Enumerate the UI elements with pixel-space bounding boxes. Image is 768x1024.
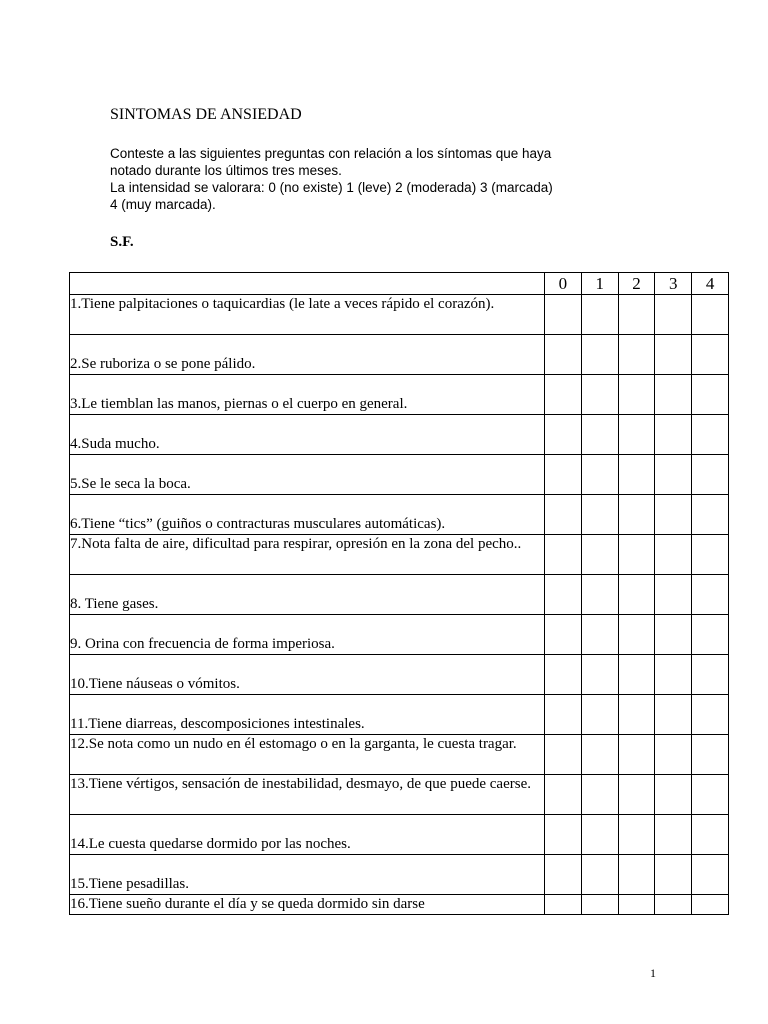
answer-cell-0[interactable] — [545, 815, 582, 855]
answer-cell-1[interactable] — [581, 895, 618, 915]
answer-cell-2[interactable] — [618, 415, 655, 455]
table-row — [70, 895, 729, 915]
answer-cell-3[interactable] — [655, 575, 692, 615]
answer-cell-4[interactable] — [692, 415, 729, 455]
answer-cell-3[interactable] — [655, 415, 692, 455]
table-row — [70, 855, 729, 895]
answer-cell-1[interactable] — [581, 335, 618, 375]
score-header-3: 3 — [655, 273, 692, 295]
score-header-4: 4 — [692, 273, 729, 295]
answer-cell-2[interactable] — [618, 735, 655, 775]
answer-cell-0[interactable] — [545, 735, 582, 775]
instructions — [110, 145, 670, 213]
answer-cell-2[interactable] — [618, 335, 655, 375]
answer-cell-4[interactable] — [692, 495, 729, 535]
question-text: 10.Tiene náuseas o vómitos. — [70, 655, 545, 695]
table-row — [70, 415, 729, 455]
answer-cell-3[interactable] — [655, 615, 692, 655]
answer-cell-3[interactable] — [655, 815, 692, 855]
answer-cell-1[interactable] — [581, 375, 618, 415]
answer-cell-4[interactable] — [692, 775, 729, 815]
header-row — [70, 273, 729, 295]
question-text: 13.Tiene vértigos, sensación de inestabilidad, desmayo, de que puede caerse. — [70, 775, 545, 815]
answer-cell-1[interactable] — [581, 815, 618, 855]
question-text: 1.Tiene palpitaciones o taquicardias (le late a veces rápido el corazón). — [70, 295, 545, 335]
answer-cell-4[interactable] — [692, 295, 729, 335]
answer-cell-2[interactable] — [618, 495, 655, 535]
table-row — [70, 295, 729, 335]
table-row — [70, 615, 729, 655]
answer-cell-2[interactable] — [618, 895, 655, 915]
answer-cell-3[interactable] — [655, 895, 692, 915]
answer-cell-2[interactable] — [618, 455, 655, 495]
answer-cell-1[interactable] — [581, 735, 618, 775]
answer-cell-1[interactable] — [581, 295, 618, 335]
table-row — [70, 655, 729, 695]
question-text: 15.Tiene pesadillas. — [70, 855, 545, 895]
score-header-2: 2 — [618, 273, 655, 295]
answer-cell-3[interactable] — [655, 775, 692, 815]
answer-cell-2[interactable] — [618, 375, 655, 415]
question-text: 8. Tiene gases. — [70, 575, 545, 615]
score-header-0: 0 — [545, 273, 582, 295]
answer-cell-2[interactable] — [618, 535, 655, 575]
question-text: 12.Se nota como un nudo en él estomago o en la garganta, le cuesta tragar. — [70, 735, 545, 775]
answer-cell-0[interactable] — [545, 415, 582, 455]
header-empty-cell — [70, 273, 545, 295]
answer-cell-0[interactable] — [545, 455, 582, 495]
symptom-rating-table — [69, 272, 729, 915]
answer-cell-1[interactable] — [581, 655, 618, 695]
answer-cell-4[interactable] — [692, 535, 729, 575]
answer-cell-2[interactable] — [618, 655, 655, 695]
answer-cell-2[interactable] — [618, 855, 655, 895]
instructions-line: La intensidad se valorara: 0 (no existe) 1 (leve) 2 (moderada) 3 (marcada) — [110, 180, 553, 195]
answer-cell-3[interactable] — [655, 295, 692, 335]
answer-cell-1[interactable] — [581, 575, 618, 615]
page-title: SINTOMAS DE ANSIEDAD — [110, 106, 302, 123]
answer-cell-2[interactable] — [618, 815, 655, 855]
answer-cell-3[interactable] — [655, 535, 692, 575]
answer-cell-3[interactable] — [655, 855, 692, 895]
page-number: 1 — [650, 966, 656, 980]
instructions-line: notado durante los últimos tres meses. — [110, 163, 342, 178]
answer-cell-0[interactable] — [545, 535, 582, 575]
answer-cell-1[interactable] — [581, 455, 618, 495]
question-text: 5.Se le seca la boca. — [70, 455, 545, 495]
answer-cell-1[interactable] — [581, 495, 618, 535]
answer-cell-0[interactable] — [545, 335, 582, 375]
answer-cell-3[interactable] — [655, 655, 692, 695]
question-text: 11.Tiene diarreas, descomposiciones intestinales. — [70, 695, 545, 735]
answer-cell-2[interactable] — [618, 615, 655, 655]
instructions-line: 4 (muy marcada). — [110, 197, 216, 212]
answer-cell-2[interactable] — [618, 695, 655, 735]
answer-cell-3[interactable] — [655, 735, 692, 775]
answer-cell-4[interactable] — [692, 455, 729, 495]
table-body — [70, 273, 729, 915]
table-row — [70, 695, 729, 735]
answer-cell-1[interactable] — [581, 415, 618, 455]
question-text: 4.Suda mucho. — [70, 415, 545, 455]
table-row — [70, 775, 729, 815]
table-row — [70, 375, 729, 415]
answer-cell-1[interactable] — [581, 775, 618, 815]
table-row — [70, 575, 729, 615]
question-text: 14.Le cuesta quedarse dormido por las noches. — [70, 815, 545, 855]
answer-cell-2[interactable] — [618, 775, 655, 815]
answer-cell-4[interactable] — [692, 735, 729, 775]
answer-cell-2[interactable] — [618, 295, 655, 335]
answer-cell-3[interactable] — [655, 335, 692, 375]
answer-cell-4[interactable] — [692, 335, 729, 375]
answer-cell-0[interactable] — [545, 895, 582, 915]
answer-cell-1[interactable] — [581, 615, 618, 655]
question-text: 3.Le tiemblan las manos, piernas o el cuerpo en general. — [70, 375, 545, 415]
answer-cell-4[interactable] — [692, 575, 729, 615]
answer-cell-4[interactable] — [692, 375, 729, 415]
answer-cell-4[interactable] — [692, 815, 729, 855]
answer-cell-0[interactable] — [545, 495, 582, 535]
answer-cell-0[interactable] — [545, 375, 582, 415]
answer-cell-1[interactable] — [581, 695, 618, 735]
answer-cell-3[interactable] — [655, 455, 692, 495]
section-subtitle: S.F. — [110, 234, 134, 250]
score-header-1: 1 — [581, 273, 618, 295]
answer-cell-4[interactable] — [692, 615, 729, 655]
answer-cell-3[interactable] — [655, 375, 692, 415]
instructions-line: Conteste a las siguientes preguntas con relación a los síntomas que haya — [110, 146, 552, 161]
table-row — [70, 535, 729, 575]
question-text: 16.Tiene sueño durante el día y se queda dormido sin darse — [70, 895, 545, 915]
question-text: 2.Se ruboriza o se pone pálido. — [70, 335, 545, 375]
table-row — [70, 735, 729, 775]
answer-cell-2[interactable] — [618, 575, 655, 615]
answer-cell-4[interactable] — [692, 695, 729, 735]
answer-cell-3[interactable] — [655, 495, 692, 535]
answer-cell-0[interactable] — [545, 295, 582, 335]
answer-cell-0[interactable] — [545, 775, 582, 815]
answer-cell-0[interactable] — [545, 655, 582, 695]
answer-cell-0[interactable] — [545, 695, 582, 735]
answer-cell-1[interactable] — [581, 855, 618, 895]
table-row — [70, 455, 729, 495]
table-row — [70, 815, 729, 855]
question-text: 7.Nota falta de aire, dificultad para respirar, opresión en la zona del pecho.. — [70, 535, 545, 575]
answer-cell-4[interactable] — [692, 855, 729, 895]
answer-cell-0[interactable] — [545, 855, 582, 895]
answer-cell-3[interactable] — [655, 695, 692, 735]
question-text: 6.Tiene “tics” (guiños o contracturas musculares automáticas). — [70, 495, 545, 535]
table-row — [70, 335, 729, 375]
question-text: 9. Orina con frecuencia de forma imperiosa. — [70, 615, 545, 655]
answer-cell-0[interactable] — [545, 575, 582, 615]
table-row — [70, 495, 729, 535]
answer-cell-4[interactable] — [692, 895, 729, 915]
answer-cell-0[interactable] — [545, 615, 582, 655]
answer-cell-1[interactable] — [581, 535, 618, 575]
answer-cell-4[interactable] — [692, 655, 729, 695]
